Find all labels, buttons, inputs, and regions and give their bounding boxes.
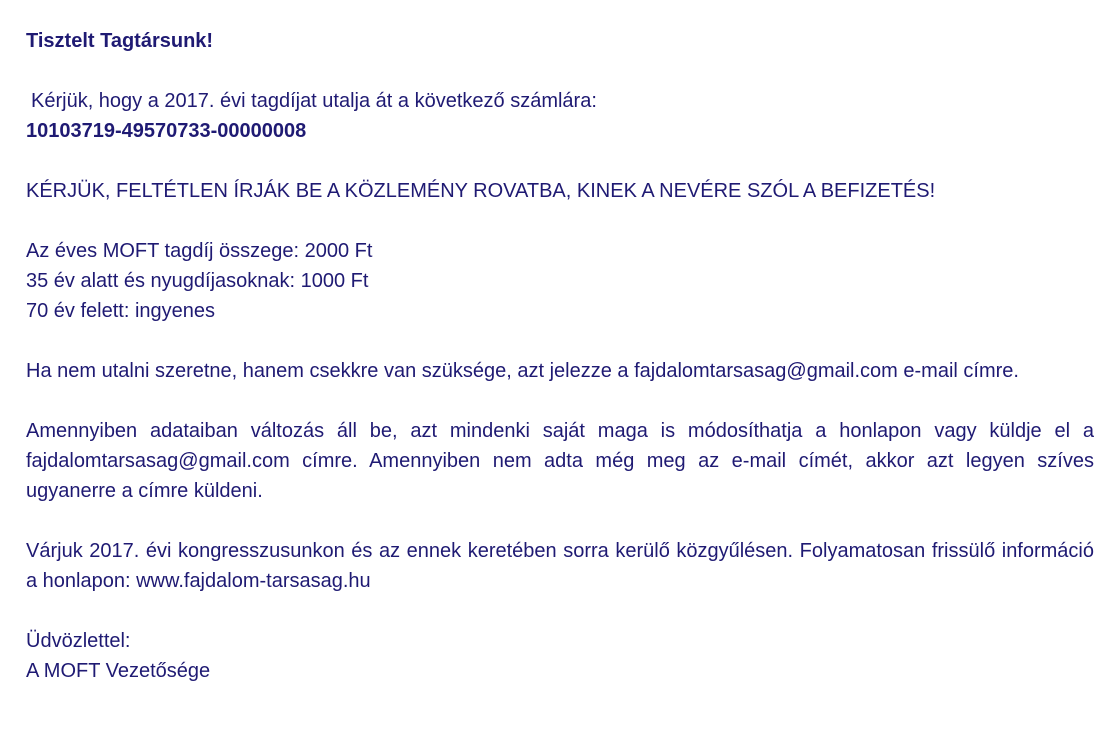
letter-document [26,26,1094,716]
fee-line-reduced: 35 év alatt és nyugdíjasoknak: 1000 Ft [26,270,369,292]
closing-text: Üdvözlettel: [26,630,131,652]
greeting: Tisztelt Tagtársunk! [26,30,214,52]
data-change-paragraph: Amennyiben adataiban változás áll be, azt mindenki saját maga is módosíthatja a honlapon vagy küldje el a fajdalomtarsasag@gmail.com címre. Amennyiben nem adta még meg az e-mail címét, akkor azt legyen szíves ugyanerre a címre küldeni. [26,420,1094,502]
payment-request-block [26,86,1094,146]
greeting-block [26,26,1094,56]
congress-paragraph: Várjuk 2017. évi kongresszusunkon és az ennek keretében sorra kerülő közgyűlésen. Folyamatosan frissülő információ a honlapon: www.fajdalom-tarsasag.hu [26,540,1094,592]
fee-line-free: 70 év felett: ingyenes [26,300,216,322]
fees-block [26,236,1094,326]
cheque-paragraph: Ha nem utalni szeretne, hanem csekkre van szüksége, azt jelezze a fajdalomtarsasag@gmail.com e-mail címre. [26,360,1019,382]
account-number: 10103719-49570733-00000008 [26,120,307,142]
signature-text: A MOFT Vezetősége [26,660,211,682]
fee-line-annual: Az éves MOFT tagdíj összege: 2000 Ft [26,240,373,262]
request-line: Kérjük, hogy a 2017. évi tagdíjat utalja át a következő számlára: [31,90,597,112]
closing-block [26,626,1094,686]
notice-text: KÉRJÜK, FELTÉTLEN ÍRJÁK BE A KÖZLEMÉNY ROVATBA, KINEK A NEVÉRE SZÓL A BEFIZETÉS! [26,180,936,202]
notice-block [26,176,1094,206]
